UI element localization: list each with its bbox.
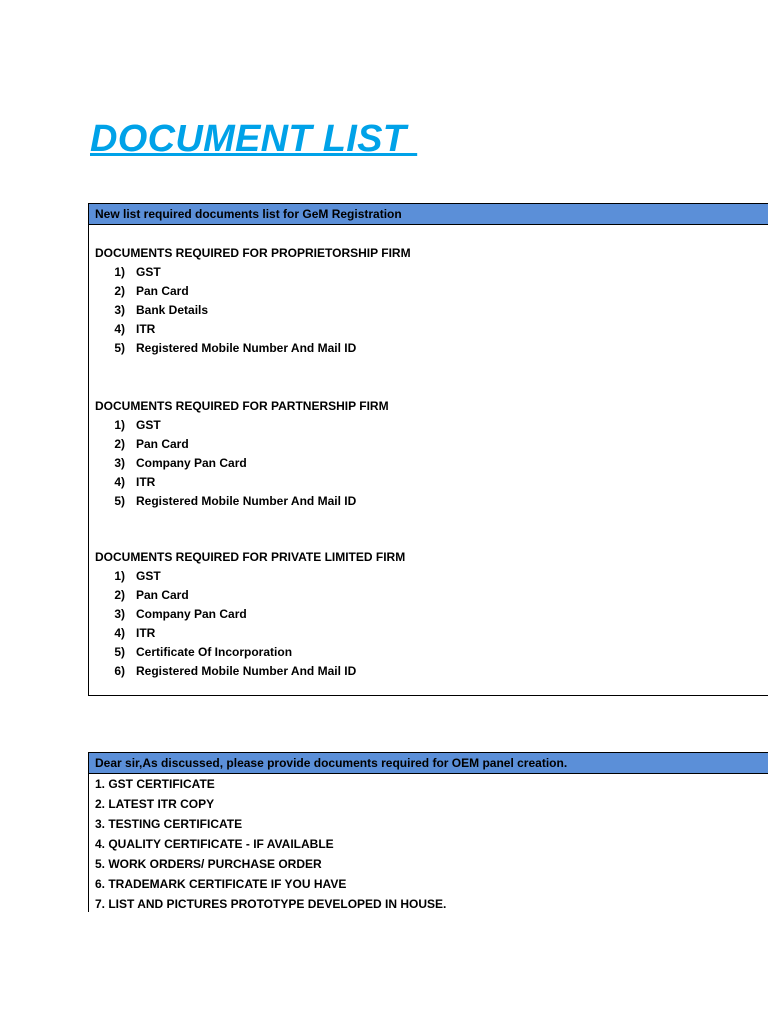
list-item: 2) Pan Card [114, 588, 189, 602]
list-item: 2) Pan Card [114, 284, 189, 298]
list-item: 3) Company Pan Card [114, 607, 247, 621]
section-title: DOCUMENTS REQUIRED FOR PARTNERSHIP FIRM [95, 399, 389, 413]
table-header: New list required documents list for GeM Registration [89, 204, 768, 225]
list-item: 5) Registered Mobile Number And Mail ID [114, 494, 357, 508]
section-private-limited [95, 548, 405, 681]
table-row: 3. TESTING CERTIFICATE [95, 817, 243, 831]
table-row: 1. GST CERTIFICATE [95, 777, 215, 791]
list-item: 6) Registered Mobile Number And Mail ID [114, 664, 357, 678]
list-item: 4) ITR [114, 322, 156, 336]
gem-registration-table [88, 203, 768, 696]
list-item: 5) Certificate Of Incorporation [114, 645, 293, 659]
list-item: 2) Pan Card [114, 437, 189, 451]
list-item: 3) Bank Details [114, 303, 209, 317]
section-title: DOCUMENTS REQUIRED FOR PROPRIETORSHIP FIRM [95, 246, 411, 260]
list-item: 4) ITR [114, 475, 156, 489]
table-row: 2. LATEST ITR COPY [95, 797, 215, 811]
table-row: 5. WORK ORDERS/ PURCHASE ORDER [95, 857, 322, 871]
table-header: Dear sir,As discussed, please provide documents required for OEM panel creation. [89, 753, 768, 774]
list-item: 1) GST [114, 418, 161, 432]
list-item: 1) GST [114, 569, 161, 583]
list-item: 5) Registered Mobile Number And Mail ID [114, 341, 357, 355]
list-item: 3) Company Pan Card [114, 456, 247, 470]
list-item: 4) ITR [114, 626, 156, 640]
table-row: 6. TRADEMARK CERTIFICATE IF YOU HAVE [95, 877, 347, 891]
section-partnership [95, 397, 389, 511]
table-row: 4. QUALITY CERTIFICATE - IF AVAILABLE [95, 837, 334, 851]
oem-panel-table [88, 752, 768, 912]
table-row: 7. LIST AND PICTURES PROTOTYPE DEVELOPED IN HOUSE. [95, 897, 447, 911]
section-title: DOCUMENTS REQUIRED FOR PRIVATE LIMITED FIRM [95, 550, 406, 564]
section-proprietorship [95, 244, 411, 358]
page-title: DOCUMENT LIST [90, 118, 418, 160]
list-item: 1) GST [114, 265, 161, 279]
